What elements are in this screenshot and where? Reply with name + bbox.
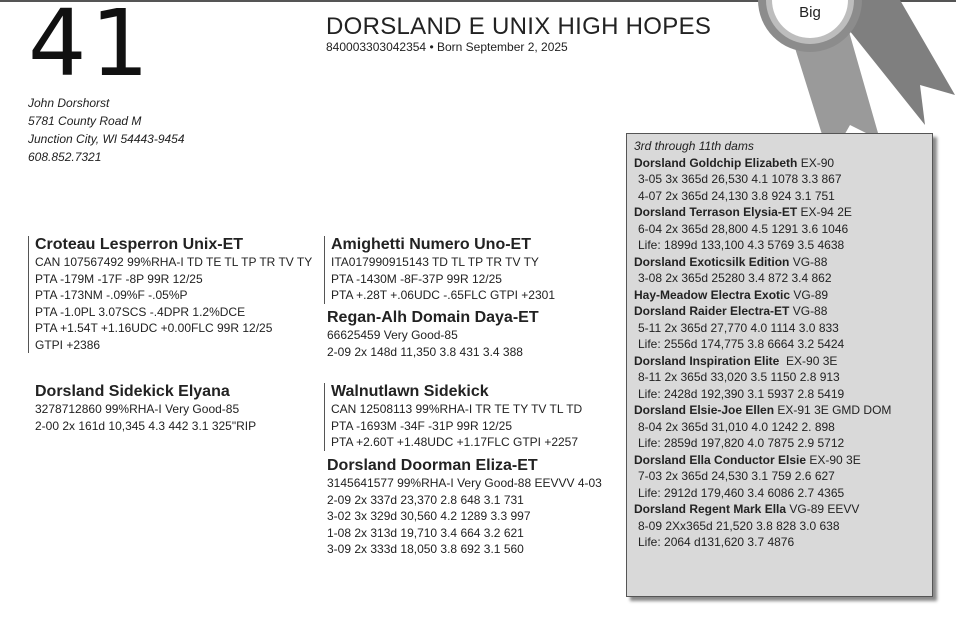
dam-entry-name: Dorsland Elsie-Joe Ellen [634,403,775,417]
consignor-info [28,94,185,166]
sire-name: Croteau Lesperron Unix-ET [35,236,244,253]
sire-line: PTA -1.0PL 3.07SCS -.4DPR 1.2%DCE [35,304,246,319]
dam-entry-classification: VG-88 [789,304,828,318]
animal-name: DORSLAND E UNIX HIGH HOPES [326,13,712,40]
dam-sire-name: Walnutlawn Sidekick [331,383,489,400]
lot-number: 41 [28,0,154,97]
dam-entry-record: 4-07 2x 365d 24,130 3.8 924 3.1 751 [638,188,835,203]
sire-line: PTA -179M -17F -8P 99R 12/25 [35,271,203,286]
dam-entry-name: Dorsland Terrason Elysia-ET [634,205,798,219]
sire-sire-line: PTA +.28T +.06UDC -.65FLC GTPI +2301 [331,288,555,302]
animal-info: 840003303042354 • Born September 2, 2025 [326,40,568,54]
dam-entry-record: Life: 1899d 133,100 4.3 5769 3.5 4638 [638,238,845,252]
dam-dam-line: 3-09 2x 333d 18,050 3.8 692 3.1 560 [327,542,524,556]
consignor-street: 5781 County Road M [28,114,142,128]
dam-dam-line: 1-08 2x 313d 19,710 3.4 664 3.2 621 [327,525,524,540]
dam-entry-heading [634,155,932,172]
dam-entry-name: Dorsland Goldchip Elizabeth [634,155,798,170]
dam-name: Dorsland Sidekick Elyana [35,383,230,400]
dam-sire-line: PTA -1693M -34F -31P 99R 12/25 [331,418,512,433]
ribbon-label: Big [799,4,821,21]
dam-entry-record: 7-03 2x 365d 24,530 3.1 759 2.6 627 [638,469,835,483]
sire-dam-block [327,309,539,360]
dam-entry-classification: EX-94 2E [797,205,852,219]
dam-entry-record: Life: 2859d 197,820 4.0 7875 2.9 5712 [638,436,845,450]
dam-entry-record: 3-05 3x 365d 26,530 4.1 1078 3.3 867 [638,172,842,186]
dam-entry-record: 8-11 2x 365d 33,020 3.5 1150 2.8 913 [638,370,840,384]
dam-entry-record: 8-04 2x 365d 31,010 4.0 1242 2. 898 [638,419,835,434]
dam-entry-classification: EX-90 3E [779,353,838,368]
dam-block [35,383,256,434]
dam-entry-name: Dorsland Raider Electra-ET [634,304,790,318]
dam-entry-classification: EX-91 3E GMD DOM [774,403,892,417]
dam-line: 2-00 2x 161d 10,345 4.3 442 3.1 325"RIP [35,418,257,433]
dam-entry-heading [634,204,932,221]
sire-line: GTPI +2386 [35,337,101,352]
dam-entry-heading [634,452,932,469]
dams-header: 3rd through 11th dams [634,139,754,153]
dam-entry-record: 8-09 2Xx365d 21,520 3.8 828 3.0 638 [638,518,840,533]
dam-entry-record: 3-08 2x 365d 25280 3.4 872 3.4 862 [638,271,832,285]
dam-entry-heading [634,501,932,518]
dam-entry-record: 5-11 2x 365d 27,770 4.0 1114 3.0 833 [638,320,839,335]
dam-entry-heading [634,402,932,419]
dam-entry-record: 6-04 2x 365d 28,800 4.5 1291 3.6 1046 [638,221,849,236]
dam-entry-heading [634,287,932,304]
dam-entry-record: Life: 2912d 179,460 3.4 6086 2.7 4365 [638,485,845,500]
dam-entry-name: Dorsland Regent Mark Ella [634,502,787,516]
sire-line: CAN 107567492 99%RHA-I TD TE TL TP TR TV TY [35,255,313,269]
sire-sire-name: Amighetti Numero Uno-ET [331,236,531,253]
dam-dam-name: Dorsland Doorman Eliza-ET [327,457,538,474]
dam-entry-name: Dorsland Ella Conductor Elsie [634,452,807,467]
sire-line: PTA +1.54T +1.16UDC +0.00FLC 99R 12/25 [35,321,273,335]
consignor-city: Junction City, WI 54443-9454 [28,132,185,146]
sire-sire-block [324,236,555,304]
dam-dam-line: 3145641577 99%RHA-I Very Good-88 EEVVV 4-03 [327,476,602,490]
consignor-name: John Dorshorst [28,96,110,110]
dam-entry-classification: EX-90 [797,155,835,170]
sire-line: PTA -173NM -.09%F -.05%P [35,288,188,302]
dam-entry-heading [634,353,932,370]
dam-entry-classification: VG-89 EEVV [786,502,860,516]
sire-dam-line: 2-09 2x 148d 11,350 3.8 431 3.4 388 [327,344,523,359]
dam-entry-classification: EX-90 3E [806,452,861,467]
dam-entry-heading [634,303,932,320]
dam-dam-block [327,457,602,558]
dam-line: 3278712860 99%RHA-I Very Good-85 [35,402,240,416]
consignor-phone: 608.852.7321 [28,150,102,164]
dam-entry-classification: VG-88 [789,254,828,269]
dam-entry-name: Dorsland Inspiration Elite [634,353,780,368]
dam-entry-record: Life: 2428d 192,390 3.1 5937 2.8 5419 [638,386,845,401]
sire-dam-name: Regan-Alh Domain Daya-ET [327,309,539,326]
dam-sire-block [324,383,582,451]
extended-dams-box [626,133,933,597]
dam-dam-line: 2-09 2x 337d 23,370 2.8 648 3.1 731 [327,492,524,507]
dam-entry-heading [634,254,932,271]
dam-entry-name: Dorsland Exoticsilk Edition [634,254,790,269]
sire-sire-line: PTA -1430M -8F-37P 99R 12/25 [331,271,502,286]
dam-entry-record: Life: 2064 d131,620 3.7 4876 [638,535,795,549]
dams-list [634,155,932,551]
sire-sire-line: ITA017990915143 TD TL TP TR TV TY [331,255,539,269]
dam-entry-classification: VG-89 [790,287,829,302]
dam-sire-line: CAN 12508113 99%RHA-I TR TE TY TV TL TD [331,402,583,416]
sire-dam-line: 66625459 Very Good-85 [327,328,458,342]
dam-dam-line: 3-02 3x 329d 30,560 4.2 1289 3.3 997 [327,509,531,523]
sire-block [28,236,312,353]
dam-entry-name: Hay-Meadow Electra Exotic [634,287,791,302]
dam-sire-line: PTA +2.60T +1.48UDC +1.17FLC GTPI +2257 [331,435,579,449]
dam-entry-record: Life: 2556d 174,775 3.8 6664 3.2 5424 [638,337,845,351]
